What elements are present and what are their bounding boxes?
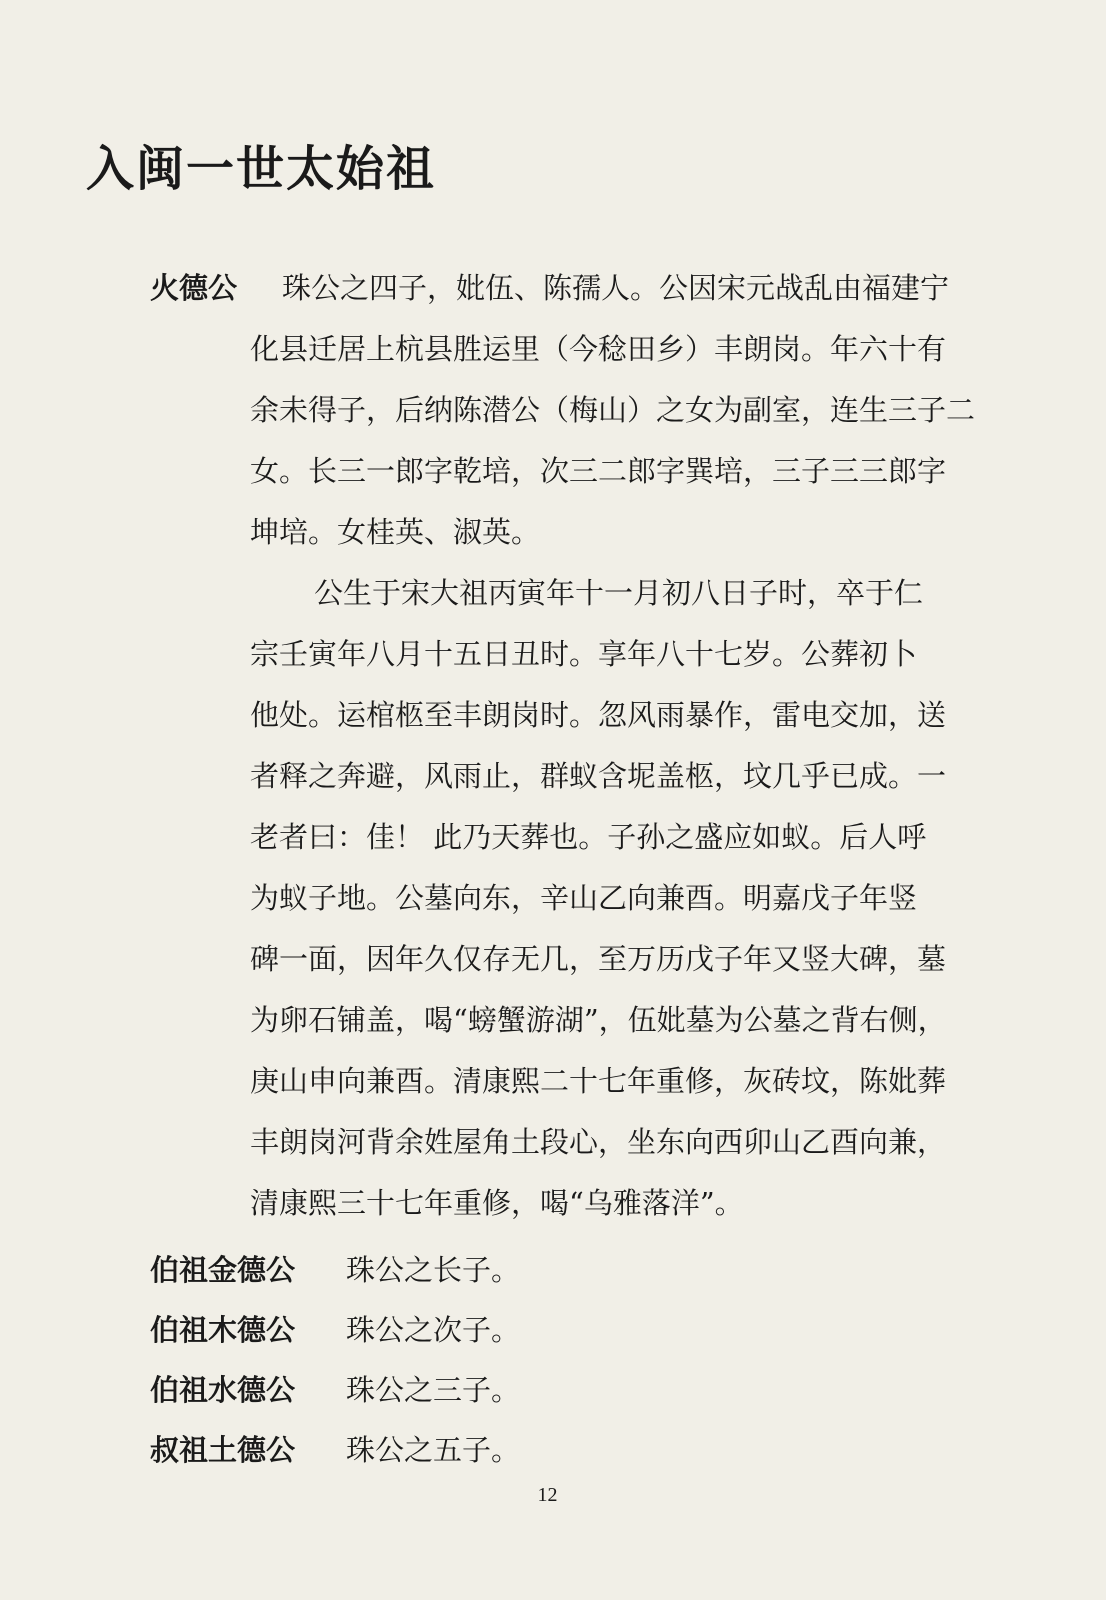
entry-name: 火德公 [150, 271, 238, 305]
text-line: 老者曰：佳！ 此乃天葬也。子孙之盛应如蚁。后人呼 [250, 820, 927, 854]
text-line: 者释之奔避，风雨止，群蚁含坭盖柩，坟几乎已成。一 [250, 759, 947, 793]
relative-desc: 珠公之五子。 [346, 1433, 521, 1467]
text-line: 化县迁居上杭县胜运里（今稔田乡）丰朗岗。年六十有 [250, 332, 947, 366]
relative-entry [150, 1240, 520, 1301]
relative-name: 伯祖金德公 [150, 1253, 296, 1287]
relative-name: 伯祖木德公 [150, 1313, 296, 1347]
text-line: 为卵石铺盖，喝“螃蟹游湖”，伍妣墓为公墓之背右侧， [250, 1003, 947, 1037]
relative-desc: 珠公之长子。 [346, 1253, 521, 1287]
text-line: 公生于宋大祖丙寅年十一月初八日子时，卒于仁 [314, 576, 924, 610]
entry-body [250, 258, 1020, 1234]
page-title: 入闽一世太始祖 [86, 141, 437, 197]
text-line: 宗壬寅年八月十五日丑时。享年八十七岁。公葬初卜 [250, 637, 918, 671]
text-line: 余未得子，后纳陈潜公（梅山）之女为副室，连生三子二 [250, 393, 976, 427]
text-line: 庚山申向兼酉。清康熙二十七年重修，灰砖坟，陈妣葬 [250, 1064, 947, 1098]
text-line: 女。长三一郎字乾培，次三二郎字巽培，三子三三郎字 [250, 454, 947, 488]
relative-name: 伯祖水德公 [150, 1373, 296, 1407]
text-line: 丰朗岗河背余姓屋角土段心，坐东向西卯山乙酉向兼， [250, 1125, 947, 1159]
relative-desc: 珠公之三子。 [346, 1373, 521, 1407]
text-line: 他处。运棺柩至丰朗岗时。忽风雨暴作，雷电交加，送 [250, 698, 947, 732]
text-line: 清康熙三十七年重修，喝“乌雅落洋”。 [250, 1186, 744, 1220]
relative-entry [150, 1360, 520, 1421]
text-line: 碑一面，因年久仅存无几，至万历戊子年又竖大碑，墓 [250, 942, 947, 976]
relative-desc: 珠公之次子。 [346, 1313, 521, 1347]
text-line: 为蚁子地。公墓向东，辛山乙向兼酉。明嘉戊子年竖 [250, 881, 918, 915]
text-line: 坤培。女桂英、淑英。 [250, 515, 541, 549]
relative-entry [150, 1300, 520, 1361]
relative-entry [150, 1420, 520, 1481]
relative-name: 叔祖土德公 [150, 1433, 296, 1467]
text-line: 珠公之四子，妣伍、陈孺人。公因宋元战乱由福建宁 [282, 271, 950, 305]
page-number: 12 [537, 1484, 558, 1506]
